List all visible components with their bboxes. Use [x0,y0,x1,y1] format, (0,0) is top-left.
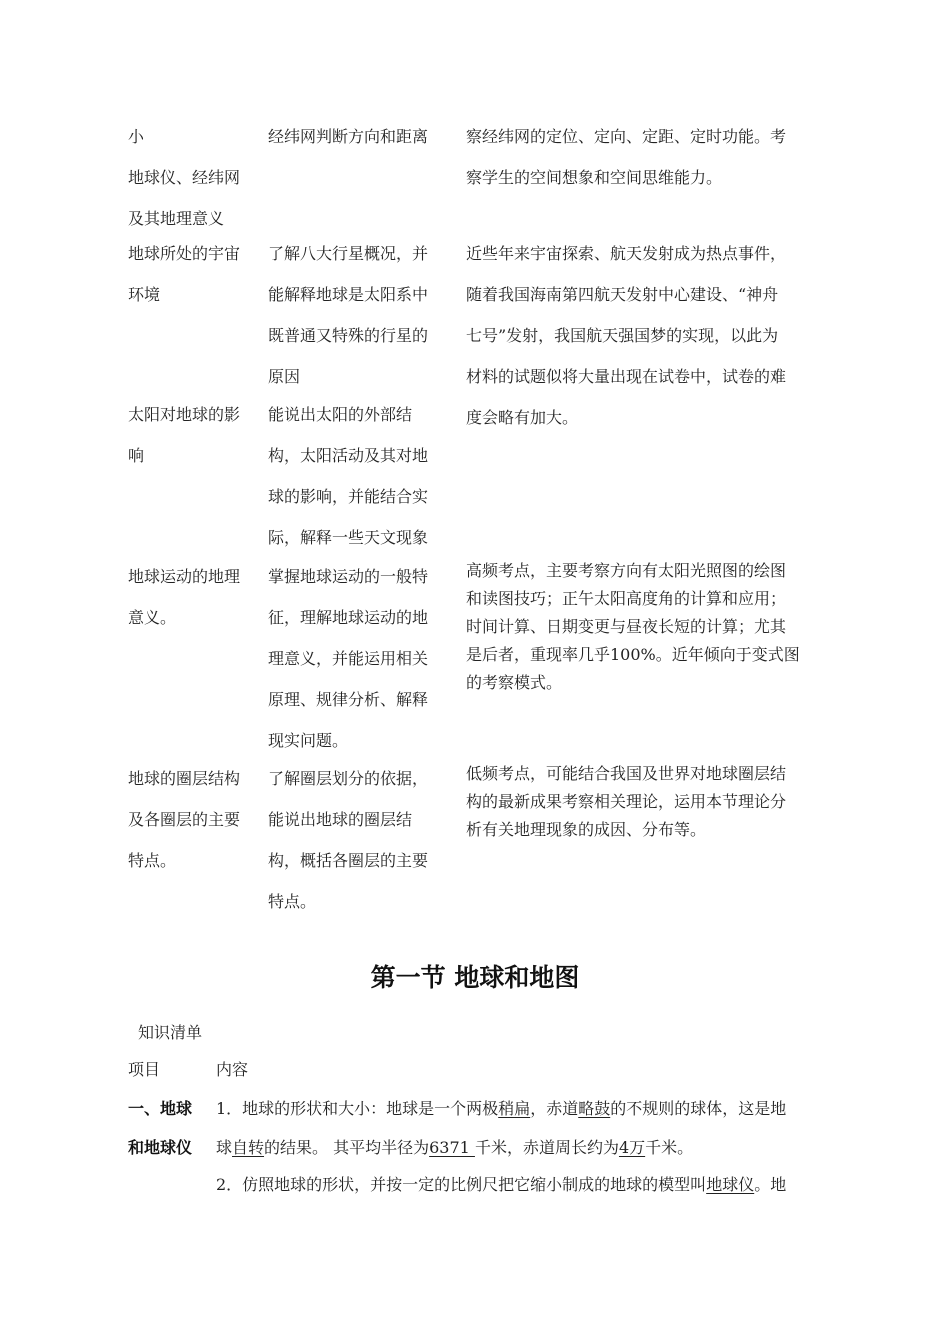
table-row-2-requirement [268,233,428,397]
table-cell-line: 了解八大行星概况，并 [268,244,429,263]
text-run: ，赤道 [530,1099,579,1118]
text-run: 千米，赤道周长约为 [474,1138,619,1157]
paragraph-1-continued [216,1135,693,1158]
knowledge-list-label: 知识清单 [138,1023,203,1042]
table-cell-line: 构的最新成果考察相关理论，运用本节理论分 [466,792,787,811]
table-cell-line: 度会略有加大。 [466,408,579,427]
item-1-label: 一、地球 [128,1099,193,1118]
table-cell-line: 能解释地球是太阳系中 [268,285,429,304]
table-cell-line: 掌握地球运动的一般特 [268,567,429,586]
table-cell-line: 原因 [268,367,301,386]
table-cell-line: 察经纬网的定位、定向、定距、定时功能。考 [466,127,787,146]
table-cell-line: 地球的圈层结构 [128,769,241,788]
table-cell-line: 际，解释一些天文现象 [268,528,429,547]
table-cell-line: 环境 [128,285,161,304]
table-cell-line: 七号”发射，我国航天强国梦的实现，以此为 [466,326,779,345]
table-row-3-requirement [268,394,428,558]
table-cell-line: 经纬网判断方向和距离 [268,127,429,146]
underlined-term: 自转 [232,1138,265,1157]
table-row-1-topic [128,116,240,239]
table-row-2-topic [128,233,240,315]
table-cell-line: 小 [128,127,145,146]
header-item: 项目 [128,1060,161,1079]
table-cell-line: 球的影响，并能结合实 [268,487,429,506]
section-title: 第一节 地球和地图 [370,963,580,992]
table-cell-line: 了解圈层划分的依据， [268,769,429,788]
table-row-4-topic [128,556,240,638]
table-cell-line: 近些年来宇宙探索、航天发射成为热点事件， [466,244,787,263]
table-cell-line: 的考察模式。 [466,673,563,692]
table-row-5-topic [128,758,240,881]
table-row-2-analysis [466,233,786,438]
table-cell-line: 地球仪、经纬网 [128,168,241,187]
underlined-term: 地球仪 [706,1175,755,1194]
table-cell-line: 地球所处的宇宙 [128,244,241,263]
text-run: 2．仿照地球的形状，并按一定的比例尺把它缩小制成的地球的模型叫 [216,1175,707,1194]
table-cell-line: 高频考点，主要考察方向有太阳光照图的绘图 [466,561,787,580]
underlined-term: 4万 [618,1138,646,1157]
table-cell-line: 原理、规律分析、解释 [268,690,429,709]
table-cell-line: 现实问题。 [268,731,349,750]
table-cell-line: 和读图技巧；正午太阳高度角的计算和应用； [466,589,787,608]
paragraph-1 [216,1096,786,1119]
table-cell-line: 太阳对地球的影 [128,405,241,424]
table-row-4-analysis [466,557,800,697]
table-cell-line: 征，理解地球运动的地 [268,608,429,627]
text-run: 。地 [754,1175,787,1194]
table-cell-line: 理意义，并能运用相关 [268,649,429,668]
table-cell-line: 既普通又特殊的行星的 [268,326,429,345]
table-cell-line: 意义。 [128,608,177,627]
table-cell-line: 地球运动的地理 [128,567,241,586]
table-cell-line: 析有关地理现象的成因、分布等。 [466,820,707,839]
table-cell-line: 材料的试题似将大量出现在试卷中，试卷的难 [466,367,787,386]
table-cell-line: 构，概括各圈层的主要 [268,851,429,870]
text-run: 的结果。 其平均半径为 [264,1138,430,1157]
text-run: 1．地球的形状和大小：地球是一个两极 [216,1099,499,1118]
table-row-4-requirement [268,556,428,761]
table-cell-line: 能说出太阳的外部结 [268,405,413,424]
table-cell-line: 能说出地球的圈层结 [268,810,413,829]
table-cell-line: 特点。 [268,892,317,911]
table-cell-line: 察学生的空间想象和空间思维能力。 [466,168,723,187]
header-content: 内容 [216,1060,249,1079]
table-cell-line: 特点。 [128,851,177,870]
table-cell-line: 响 [128,446,145,465]
underlined-term: 6371 [429,1138,475,1157]
table-row-5-requirement [268,758,428,922]
paragraph-2 [216,1172,786,1195]
text-run: 的不规则的球体，这是地 [610,1099,787,1118]
table-row-5-analysis [466,760,786,844]
item-1-label: 和地球仪 [128,1138,193,1157]
text-run: 球 [216,1138,233,1157]
table-cell-line: 是后者，重现率几乎100%。近年倾向于变式图 [466,645,800,664]
underlined-term: 略鼓 [578,1099,611,1118]
table-cell-line: 构，太阳活动及其对地 [268,446,429,465]
table-row-1-requirement [268,116,428,157]
table-cell-line: 随着我国海南第四航天发射中心建设、“神舟 [466,285,779,304]
text-run: 千米。 [645,1138,694,1157]
table-cell-line: 及各圈层的主要 [128,810,241,829]
table-cell-line: 低频考点，可能结合我国及世界对地球圈层结 [466,764,787,783]
table-row-1-analysis [466,116,786,198]
table-cell-line: 及其地理意义 [128,209,225,228]
underlined-term: 稍扁 [498,1099,531,1118]
table-cell-line: 时间计算、日期变更与昼夜长短的计算；尤其 [466,617,787,636]
table-row-3-topic [128,394,240,476]
